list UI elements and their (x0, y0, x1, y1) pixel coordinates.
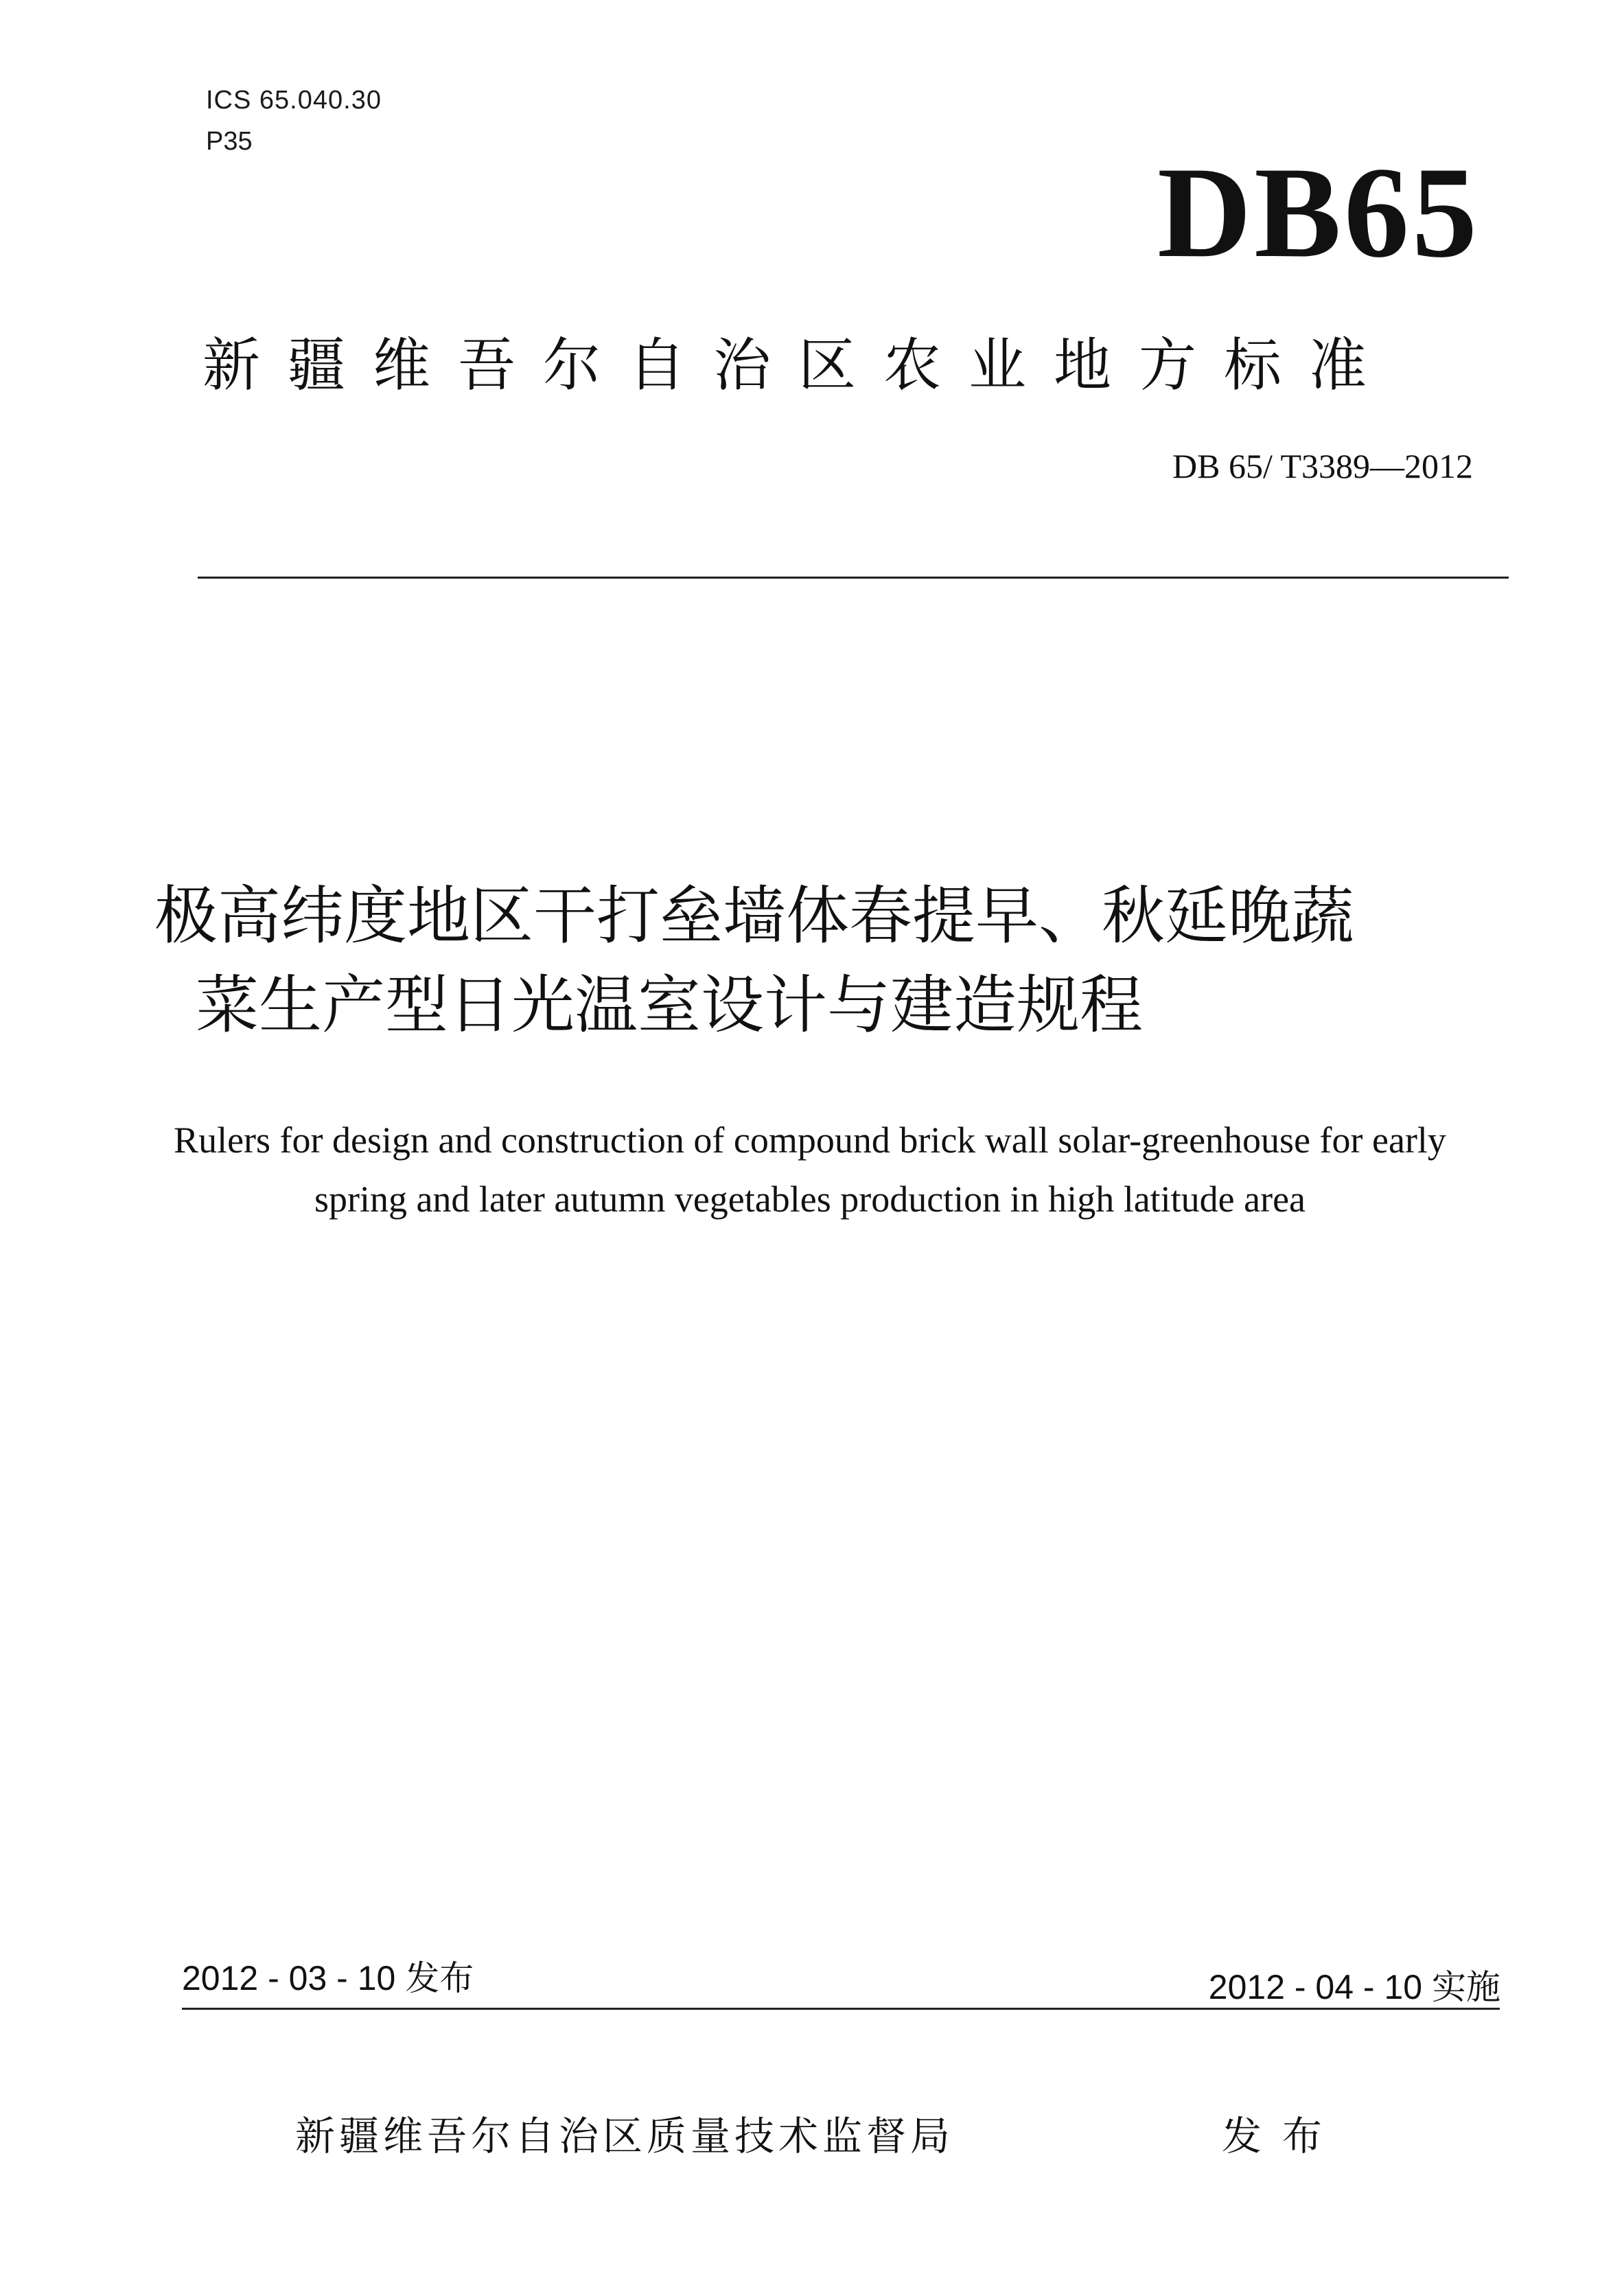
bottom-divider (182, 2008, 1500, 2010)
title-english-line1: Rulers for design and construction of compound brick wall solar-greenhouse for early (174, 1120, 1446, 1161)
title-chinese-line2: 菜生产型日光温室设计与建造规程 (196, 969, 1144, 1042)
publisher-name: 新疆维吾尔自治区质量技术监督局 (295, 2113, 955, 2159)
title-english-line2: spring and later autumn vegetables production in high latitude area (314, 1179, 1306, 1220)
title-english (151, 1111, 1469, 1229)
effective-date: 2012 - 04 - 10 实施 (1208, 1968, 1500, 2006)
ics-code: ICS 65.040.30 (206, 86, 382, 115)
standard-category: 新疆维吾尔自治区农业地方标准 (202, 332, 1395, 399)
publish-date: 2012 - 03 - 10 发布 (182, 1959, 474, 1997)
standard-number: DB 65/ T3389—2012 (1172, 447, 1473, 485)
title-chinese (154, 872, 1493, 1050)
title-chinese-line1: 极高纬度地区干打垒墙体春提早、秋延晚蔬 (154, 879, 1355, 953)
classification-code: P35 (206, 127, 253, 156)
publisher-action: 发布 (1222, 2113, 1343, 2159)
standard-logo: DB65 (1157, 141, 1480, 285)
top-divider (198, 577, 1509, 579)
